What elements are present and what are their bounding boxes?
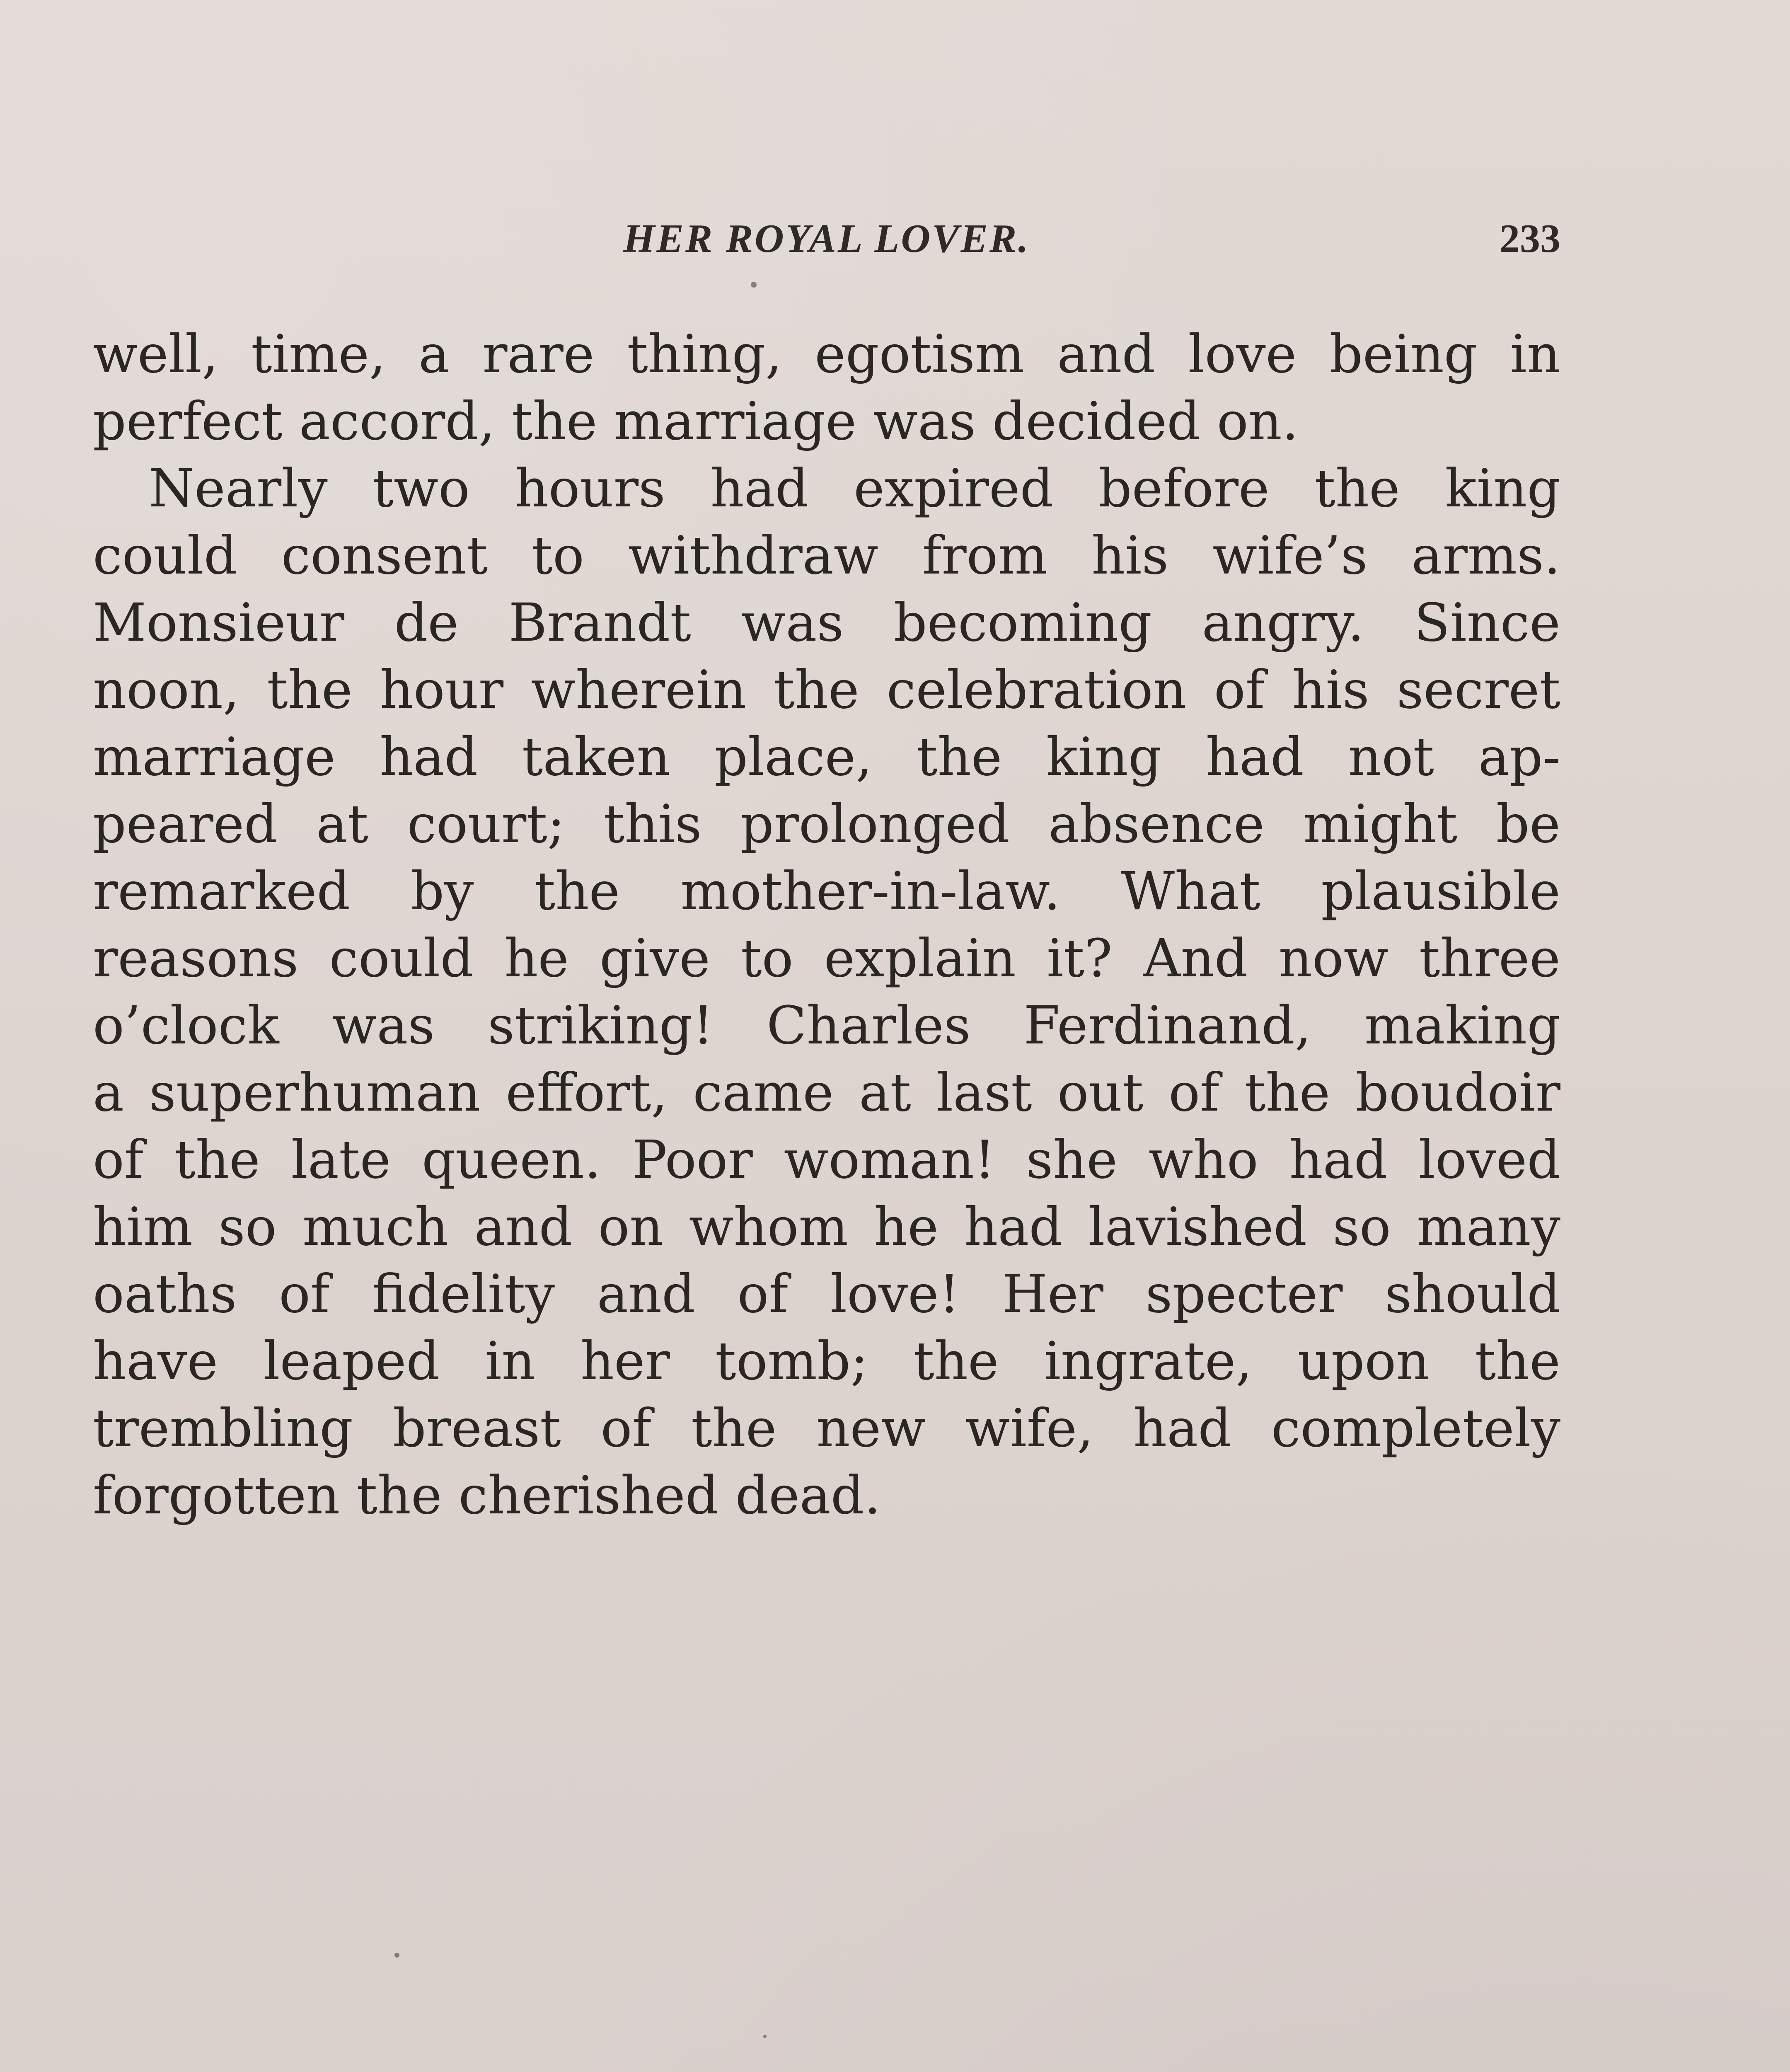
text-line: of the late queen. Poor woman! she who had loved <box>93 1129 1560 1190</box>
text-line: Monsieur de Brandt was becoming angry. Since <box>93 592 1560 653</box>
text-line: reasons could he give to explain it? And now three <box>93 928 1560 989</box>
text-line: well, time, a rare thing, egotism and love being in <box>93 324 1560 385</box>
text-line: noon, the hour wherein the celebration of his secret <box>93 659 1560 720</box>
body-text <box>93 321 1560 1529</box>
paper-speck <box>763 2035 767 2038</box>
text-line: forgotten the cherished dead. <box>93 1465 881 1526</box>
text-line: peared at court; this prolonged absence might be <box>93 794 1560 854</box>
paper-speck <box>751 282 757 288</box>
text-line: oaths of fidelity and of love! Her specter should <box>93 1264 1560 1324</box>
text-line: Nearly two hours had expired before the king <box>149 458 1560 519</box>
text-line: him so much and on whom he had lavished so many <box>93 1196 1560 1257</box>
text-line: o’clock was striking! Charles Ferdinand, making <box>93 995 1560 1056</box>
text-line: have leaped in her tomb; the ingrate, upon the <box>93 1331 1560 1392</box>
running-head <box>93 215 1560 282</box>
text-line: remarked by the mother-in-law. What plausible <box>93 861 1560 922</box>
text-line: trembling breast of the new wife, had completely <box>93 1398 1560 1459</box>
text-line: a superhuman effort, came at last out of the boudoir <box>93 1062 1560 1123</box>
text-line: marriage had taken place, the king had not ap- <box>93 726 1560 787</box>
text-line: could consent to withdraw from his wife’s arms. <box>93 525 1560 586</box>
paper-speck <box>394 1953 399 1958</box>
page-number: 233 <box>1500 216 1560 261</box>
text-line: perfect accord, the marriage was decided on. <box>93 391 1299 452</box>
running-title: HER ROYAL LOVER. <box>623 216 1030 261</box>
